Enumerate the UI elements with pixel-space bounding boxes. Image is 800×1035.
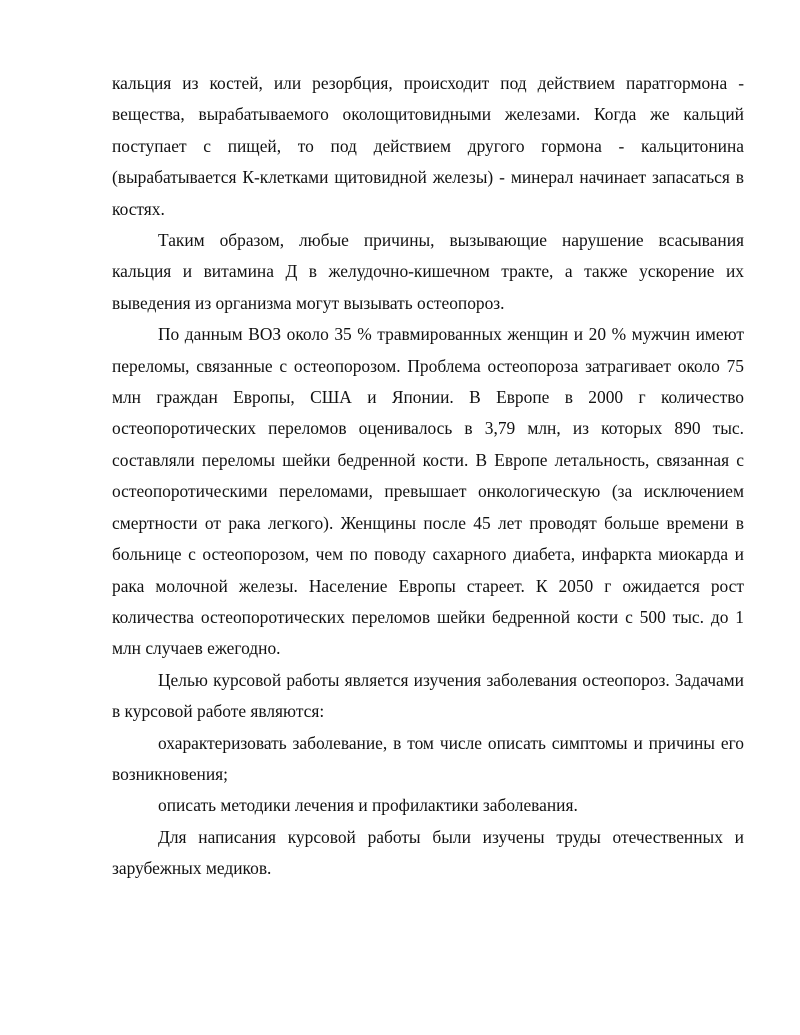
paragraph-sources: Для написания курсовой работы были изучены труды отечественных и зарубежных медиков. [112, 826, 744, 879]
document-page [112, 68, 744, 885]
paragraph-coursework-goal: Целью курсовой работы является изучения заболевания остеопороз. Задачами в курсовой работе являются: [112, 669, 744, 722]
paragraph-task-characterize: охарактеризовать заболевание, в том числе описать симптомы и причины его возникновения; [112, 732, 744, 784]
paragraph-task-methods: описать методики лечения и профилактики заболевания. [158, 795, 578, 816]
paragraph-causes-osteoporosis: Таким образом, любые причины, вызывающие нарушение всасывания кальция и витамина Д в желудочно-кишечном тракте, а также ускорение их выведения из организма могут вызывать остеопороз. [112, 230, 744, 313]
paragraph-calcium-resorption: кальция из костей, или резорбция, происходит под действием паратгормона - вещества, вырабатываемого околощитовидными железами. Когда же кальций поступает с пищей, то под действием другого гормона - кальцитонина (вырабатывается К-клетками щитовидной железы) - минерал начинает запасаться в костях. [112, 73, 744, 219]
paragraph-who-statistics: По данным ВОЗ около 35 % травмированных женщин и 20 % мужчин имеют переломы, связанные с остеопорозом. Проблема остеопороза затрагивает около 75 млн граждан Европы, США и Японии. В Европе в 2000 г количество остеопоротических переломов оценивалось в 3,79 млн, из которых 890 тыс. составляли переломы шейки бедренной кости. В Европе летальность, связанная с остеопоротическими переломами, превышает онкологическую (за исключением смертности от рака легкого). Женщины после 45 лет проводят больше времени в больнице с остеопорозом, чем по поводу сахарного диабета, инфаркта миокарда и рака молочной железы. Население Европы стареет. К 2050 г ожидается рост количества остеопоротических переломов шейки бедренной кости с 500 тыс. до 1 млн случаев ежегодно. [112, 324, 744, 659]
